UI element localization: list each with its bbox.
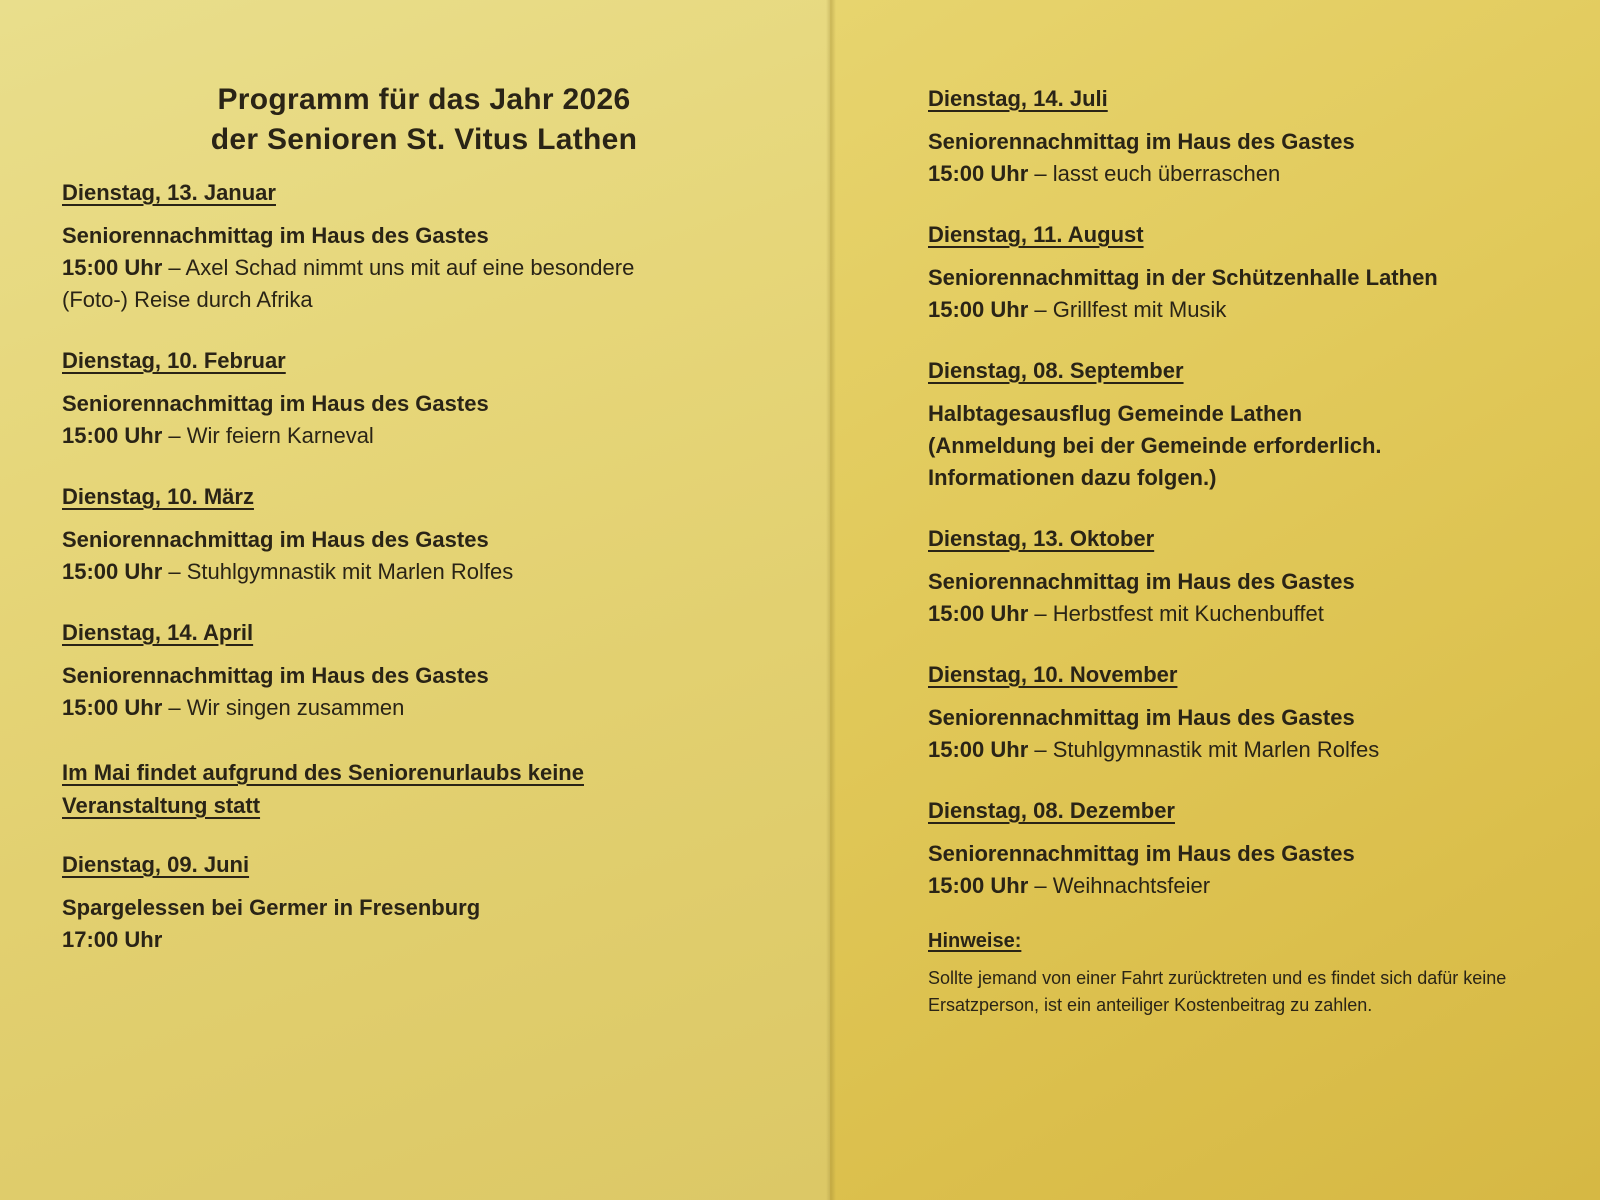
event-date: Dienstag, 10. März [62, 484, 254, 509]
event-dezember [928, 798, 1600, 902]
event-time-desc [928, 294, 1600, 326]
event-note-line-2: Informationen dazu folgen.) [928, 465, 1217, 490]
event-title: Seniorennachmittag im Haus des Gastes [62, 663, 489, 688]
event-date: Dienstag, 10. Februar [62, 348, 286, 373]
event-title: Seniorennachmittag im Haus des Gastes [62, 527, 489, 552]
event-juni [62, 852, 762, 956]
hints-line-1: Sollte jemand von einer Fahrt zurücktreten und es findet sich dafür keine [928, 968, 1507, 988]
event-februar [62, 348, 762, 452]
event-date: Dienstag, 11. August [928, 222, 1144, 247]
event-title: Seniorennachmittag im Haus des Gastes [928, 841, 1355, 866]
event-time-desc [928, 870, 1600, 902]
event-desc: – Wir singen zusammen [168, 695, 405, 720]
event-time-desc [928, 598, 1600, 630]
event-desc: – Herbstfest mit Kuchenbuffet [1034, 601, 1324, 626]
event-time-desc [928, 734, 1600, 766]
hints-text [928, 965, 1600, 1019]
event-title: Seniorennachmittag im Haus des Gastes [928, 129, 1355, 154]
event-desc: – Stuhlgymnastik mit Marlen Rolfes [1034, 737, 1380, 762]
event-title: Seniorennachmittag im Haus des Gastes [62, 391, 489, 416]
event-desc: – lasst euch überraschen [1034, 161, 1281, 186]
event-time: 15:00 Uhr [928, 161, 1029, 186]
event-note-line-1: (Anmeldung bei der Gemeinde erforderlich. [928, 433, 1382, 458]
event-time-desc [928, 158, 1600, 190]
event-oktober [928, 526, 1600, 630]
event-title: Halbtagesausflug Gemeinde Lathen [928, 401, 1303, 426]
page-title [114, 80, 734, 160]
event-desc: – Stuhlgymnastik mit Marlen Rolfes [168, 559, 514, 584]
event-desc: – Wir feiern Karneval [168, 423, 374, 448]
event-date: Dienstag, 09. Juni [62, 852, 250, 877]
event-maerz [62, 484, 762, 588]
event-title: Spargelessen bei Germer in Fresenburg [62, 895, 481, 920]
event-time-desc [62, 252, 762, 284]
hints-heading: Hinweise: [928, 930, 1022, 952]
event-date: Dienstag, 08. Dezember [928, 798, 1175, 823]
event-desc-cont: (Foto-) Reise durch Afrika [62, 287, 313, 312]
event-desc: – Weihnachtsfeier [1034, 873, 1211, 898]
may-notice-line-2: Veranstaltung statt [62, 793, 261, 818]
event-desc: – Axel Schad nimmt uns mit auf eine besondere [168, 255, 635, 280]
event-time-desc [62, 692, 762, 724]
event-date: Dienstag, 08. September [928, 358, 1184, 383]
event-august [928, 222, 1600, 326]
event-date: Dienstag, 13. Januar [62, 180, 276, 205]
event-date: Dienstag, 13. Oktober [928, 526, 1155, 551]
event-date: Dienstag, 14. April [62, 620, 254, 645]
event-title: Seniorennachmittag im Haus des Gastes [928, 569, 1355, 594]
right-column [928, 86, 1600, 1019]
paper-fold [826, 0, 836, 1200]
event-time: 15:00 Uhr [62, 559, 163, 584]
hints-section [928, 930, 1600, 1019]
event-date: Dienstag, 10. November [928, 662, 1178, 687]
event-time-desc [62, 420, 762, 452]
event-time: 17:00 Uhr [62, 927, 163, 952]
event-time-desc [62, 556, 762, 588]
event-title: Seniorennachmittag im Haus des Gastes [62, 223, 489, 248]
title-line-1: Programm für das Jahr 2026 [217, 83, 631, 116]
event-time: 15:00 Uhr [928, 297, 1029, 322]
event-januar [62, 180, 762, 316]
event-april [62, 620, 762, 724]
event-november [928, 662, 1600, 766]
event-title: Seniorennachmittag in der Schützenhalle Lathen [928, 265, 1438, 290]
event-desc: – Grillfest mit Musik [1034, 297, 1227, 322]
title-line-2: der Senioren St. Vitus Lathen [210, 123, 638, 156]
event-time: 15:00 Uhr [62, 423, 163, 448]
event-date: Dienstag, 14. Juli [928, 86, 1108, 111]
may-notice [62, 756, 762, 822]
may-notice-line-1: Im Mai findet aufgrund des Seniorenurlaubs keine [62, 760, 584, 785]
event-juli [928, 86, 1600, 190]
event-title: Seniorennachmittag im Haus des Gastes [928, 705, 1355, 730]
event-time: 15:00 Uhr [928, 873, 1029, 898]
event-time: 15:00 Uhr [62, 255, 163, 280]
event-time: 15:00 Uhr [928, 737, 1029, 762]
event-time: 15:00 Uhr [62, 695, 163, 720]
event-time: 15:00 Uhr [928, 601, 1029, 626]
event-september [928, 358, 1600, 494]
hints-line-2: Ersatzperson, ist ein anteiliger Kostenbeitrag zu zahlen. [928, 995, 1373, 1015]
left-column [62, 80, 762, 988]
